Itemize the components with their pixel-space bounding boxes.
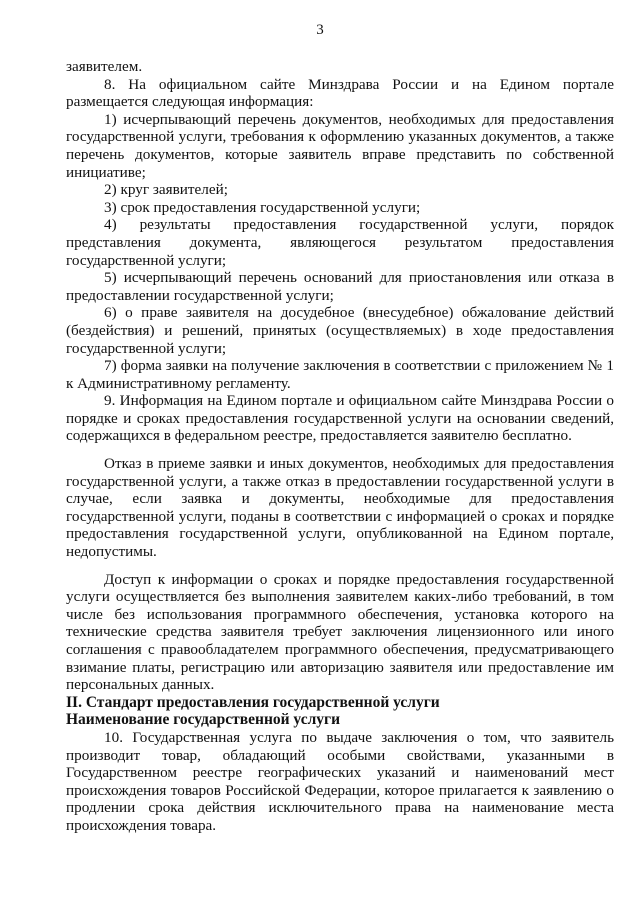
paragraph-8: 8. На официальном сайте Минздрава России и на Едином портале размещается следующая информация: xyxy=(66,75,614,111)
paragraph-access: Доступ к информации о сроках и порядке предоставления государственной услуги осуществляется без выполнения заявителем каких-либо требований, в том числе без использования программного обеспечения, установка которого на технические средства заявителя требует заключения лицензионного или иного соглашения с правообладателем программного обеспечения, предусматривающего взимание платы, регистрацию или авторизацию заявителя или предоставление им персональных данных. xyxy=(66,570,614,694)
list-item-8-7: 7) форма заявки на получение заключения в соответствии с приложением № 1 к Административному регламенту. xyxy=(66,357,614,392)
list-item-8-5: 5) исчерпывающий перечень оснований для приостановления или отказа в предоставлении государственной услуги; xyxy=(66,269,614,304)
document-body xyxy=(66,58,614,835)
section-heading: II. Стандарт предоставления государственной услуги xyxy=(66,693,440,711)
subsection-heading: Наименование государственной услуги xyxy=(66,711,340,729)
paragraph-9: 9. Информация на Едином портале и официальном сайте Минздрава России о порядке и сроках предоставления государственной услуги на основании сведений, содержащихся в федеральном реестре, предоставляется заявителю бесплатно. xyxy=(66,392,614,445)
list-item-8-6: 6) о праве заявителя на досудебное (внесудебное) обжалование действий (бездействия) и решений, принятых (осуществляемых) в ходе предоставления государственной услуги; xyxy=(66,304,614,357)
page-number: 3 xyxy=(316,22,324,38)
paragraph-continuation: заявителем. xyxy=(66,58,143,75)
paragraph-10: 10. Государственная услуга по выдаче заключения о том, что заявитель производит товар, обладающий особыми свойствами, указанными в Государственном реестре географических указаний и наименований мест происхождения товаров Российской Федерации, которое прилагается к заявлению о продлении срока действия исключительного права на наименование места происхождения товара. xyxy=(66,728,614,834)
list-item-8-3: 3) срок предоставления государственной услуги; xyxy=(104,198,421,216)
list-item-8-1: 1) исчерпывающий перечень документов, необходимых для предоставления государственной услуги, требования к оформлению указанных документов, а также перечень документов, которые заявитель вправе представить по собственной инициативе; xyxy=(66,110,614,181)
list-item-8-2: 2) круг заявителей; xyxy=(104,181,228,199)
list-item-8-4: 4) результаты предоставления государственной услуги, порядок представления документа, являющегося результатом предоставления государственной услуги; xyxy=(66,216,614,269)
paragraph-refusal: Отказ в приеме заявки и иных документов, необходимых для предоставления государственной услуги, а также отказ в предоставлении государственной услуги в случае, если заявка и документы, необходимые для предоставления государственной услуги, поданы в соответствии с информацией о сроках и порядке предоставления государственной услуги, опубликованной на Едином портале, недопустимы. xyxy=(66,455,614,561)
